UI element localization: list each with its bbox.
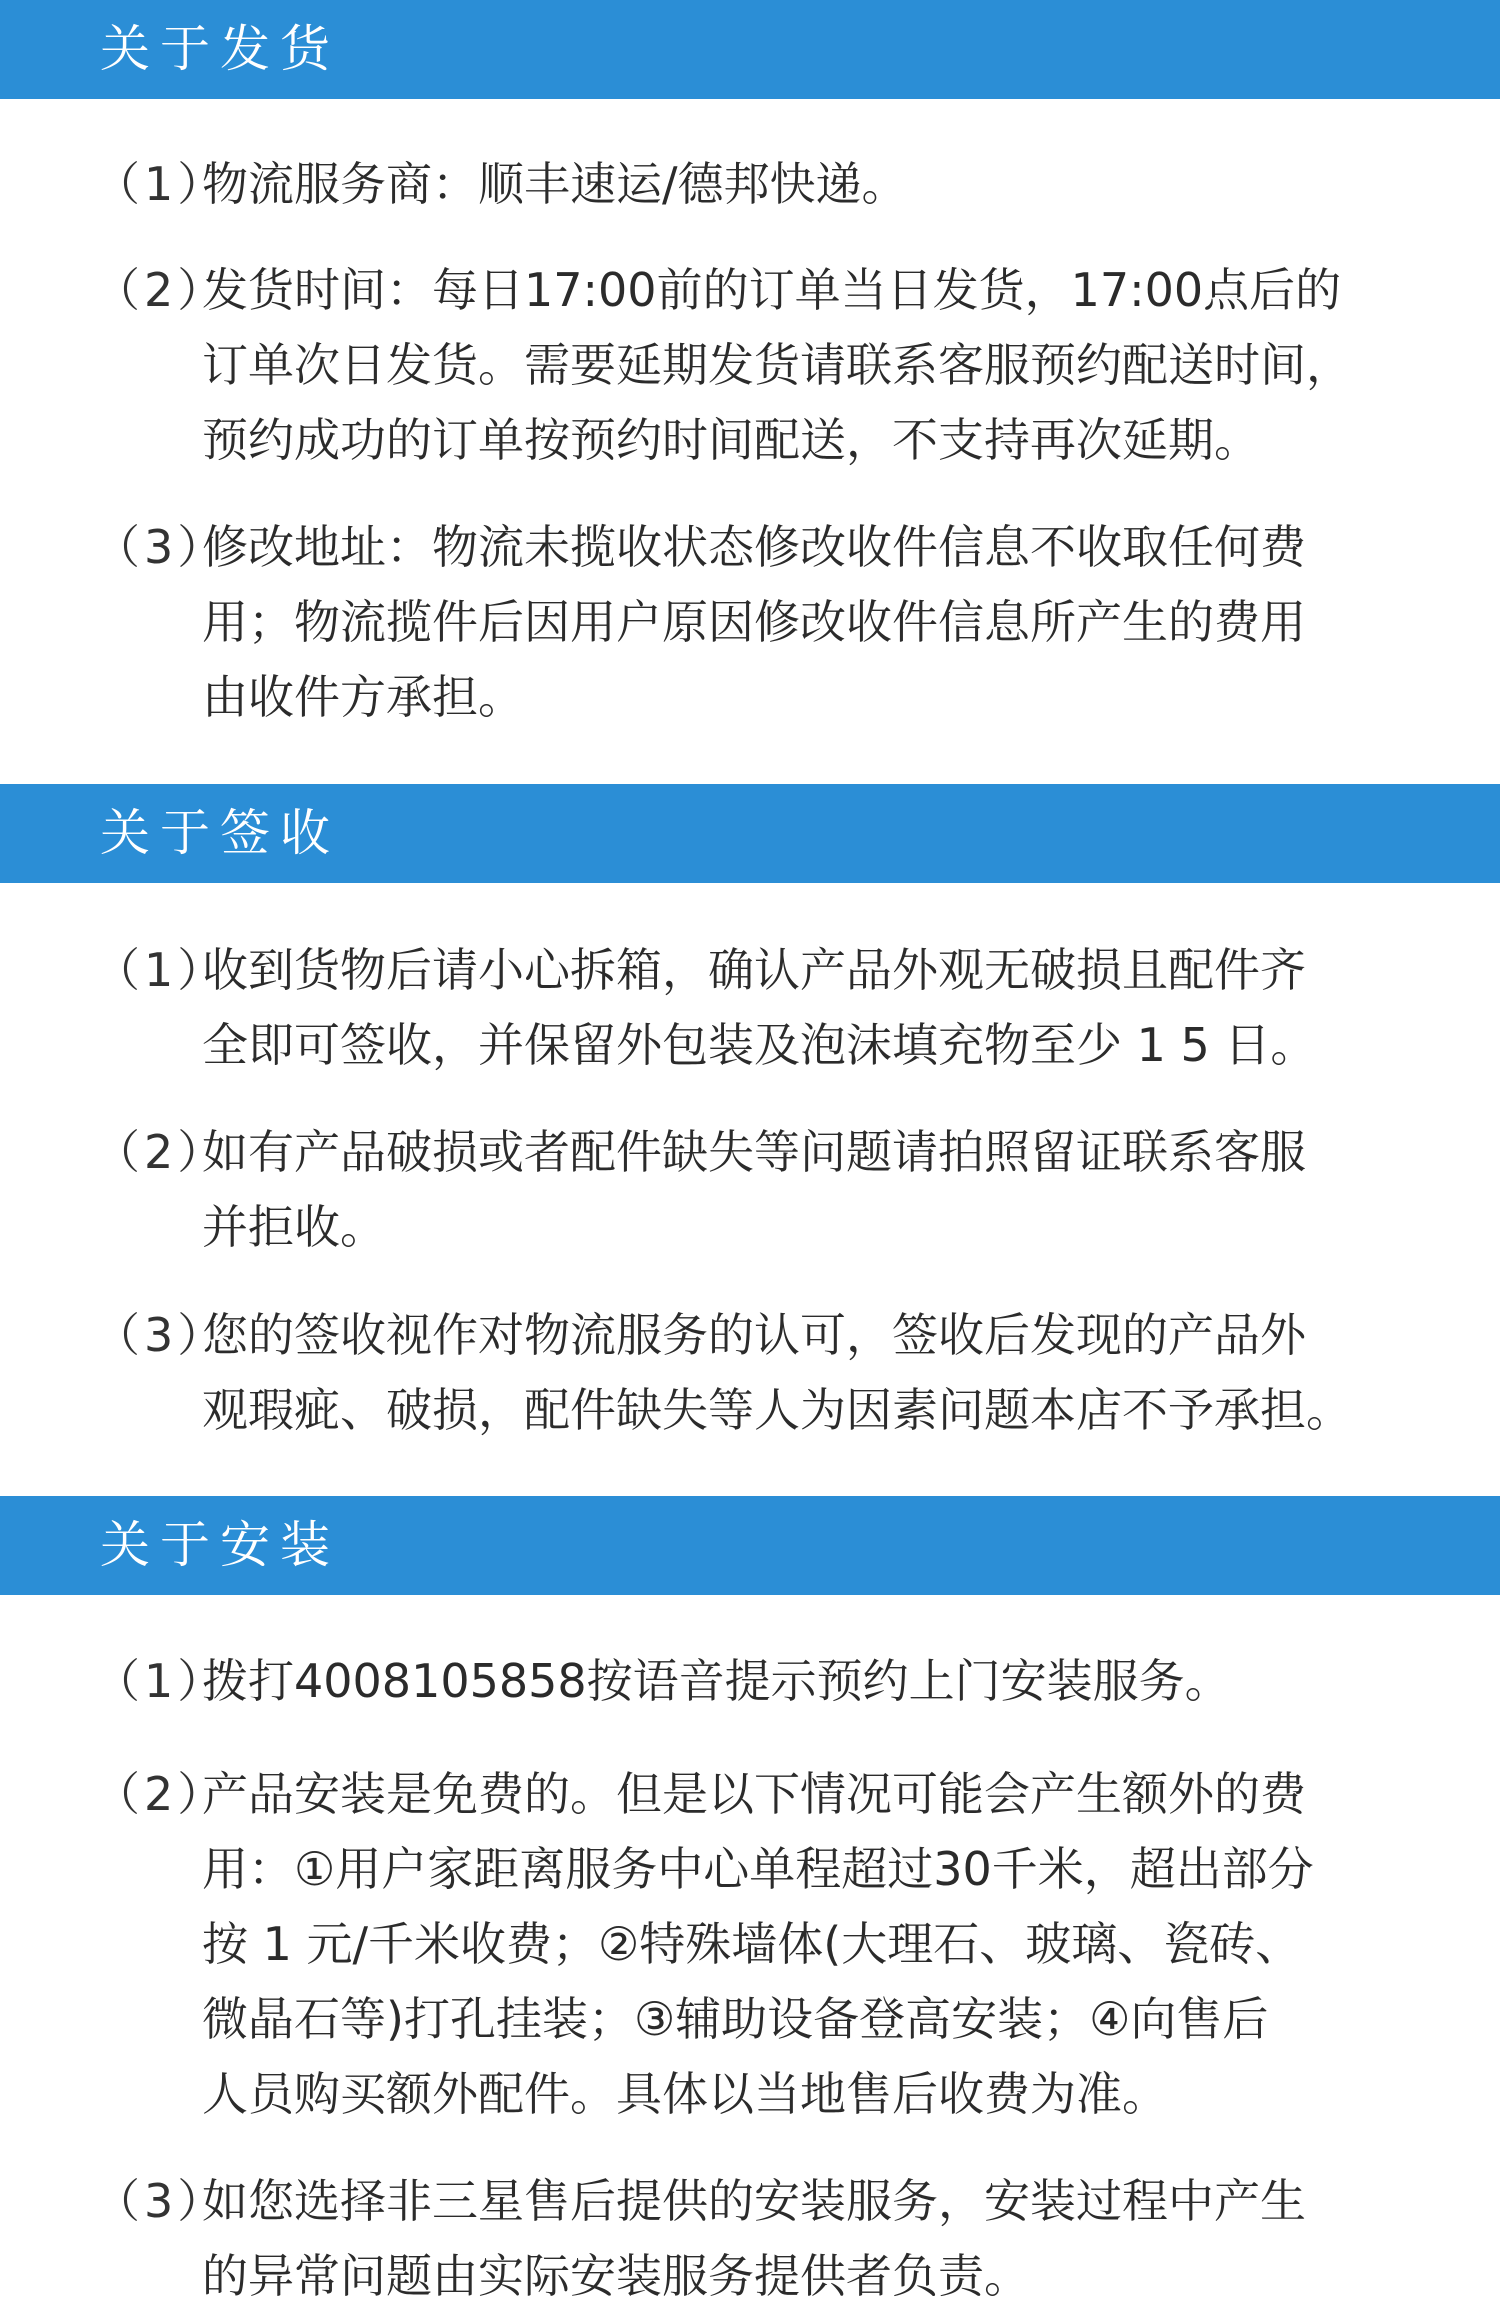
item-text	[202, 1298, 1500, 1448]
item-text	[202, 253, 1500, 478]
item-line: 如有产品破损或者配件缺失等问题请拍照留证联系客服	[202, 1125, 1306, 1179]
item-line: 按 1 元/千米收费；②特殊墙体(大理石、玻璃、瓷砖、	[202, 1917, 1302, 1971]
item-text	[202, 933, 1500, 1083]
item-line: 并拒收。	[202, 1200, 386, 1254]
item-line: 用：①用户家距离服务中心单程超过30千米，超出部分	[202, 1842, 1314, 1896]
item-line: 的异常问题由实际安装服务提供者负责。	[202, 2249, 1030, 2303]
item-line: 用；物流揽件后因用户原因修改收件信息所产生的费用	[202, 595, 1306, 649]
item-number: （3）	[94, 520, 228, 574]
item-line: 物流服务商：顺丰速运/德邦快递。	[202, 157, 908, 211]
item-number: （2）	[94, 1125, 228, 1179]
item-text	[202, 2164, 1500, 2314]
section-title: 关于发货	[100, 20, 340, 78]
item-line: 人员购买额外配件。具体以当地售后收费为准。	[202, 2067, 1168, 2121]
item-line: 全即可签收，并保留外包装及泡沫填充物至少 1 5 日。	[202, 1018, 1317, 1072]
item-text	[202, 1644, 1500, 1719]
item-line: 发货时间：每日17:00前的订单当日发货，17:00点后的	[202, 263, 1342, 317]
item-text	[202, 1115, 1500, 1265]
item-line: 观瑕疵、破损，配件缺失等人为因素问题本店不予承担。	[202, 1383, 1352, 1437]
item-line: 您的签收视作对物流服务的认可，签收后发现的产品外	[202, 1308, 1306, 1362]
item-line: 预约成功的订单按预约时间配送，不支持再次延期。	[202, 413, 1260, 467]
item-number: （1）	[94, 157, 228, 211]
item-number: （1）	[94, 1654, 228, 1708]
section-title: 关于安装	[100, 1516, 340, 1574]
section-title: 关于签收	[100, 804, 340, 862]
item-line: 订单次日发货。需要延期发货请联系客服预约配送时间，	[202, 338, 1352, 392]
item-number: （2）	[94, 1767, 228, 1821]
item-line: 由收件方承担。	[202, 670, 524, 724]
section-header-shipping	[0, 0, 1500, 99]
item-number: （1）	[94, 943, 228, 997]
item-line: 拨打4008105858按语音提示预约上门安装服务。	[202, 1654, 1231, 1708]
item-line: 产品安装是免费的。但是以下情况可能会产生额外的费	[202, 1767, 1306, 1821]
item-text	[202, 1757, 1500, 2132]
section-header-installation	[0, 1496, 1500, 1595]
item-number: （3）	[94, 2174, 228, 2228]
item-text	[202, 147, 1500, 222]
item-line: 收到货物后请小心拆箱，确认产品外观无破损且配件齐	[202, 943, 1306, 997]
item-text	[202, 510, 1500, 735]
section-header-receipt	[0, 784, 1500, 883]
item-number: （2）	[94, 263, 228, 317]
item-line: 微晶石等)打孔挂装；③辅助设备登高安装；④向售后	[202, 1992, 1269, 2046]
item-number: （3）	[94, 1308, 228, 1362]
item-line: 如您选择非三星售后提供的安装服务，安装过程中产生	[202, 2174, 1306, 2228]
item-line: 修改地址：物流未揽收状态修改收件信息不收取任何费	[202, 520, 1306, 574]
